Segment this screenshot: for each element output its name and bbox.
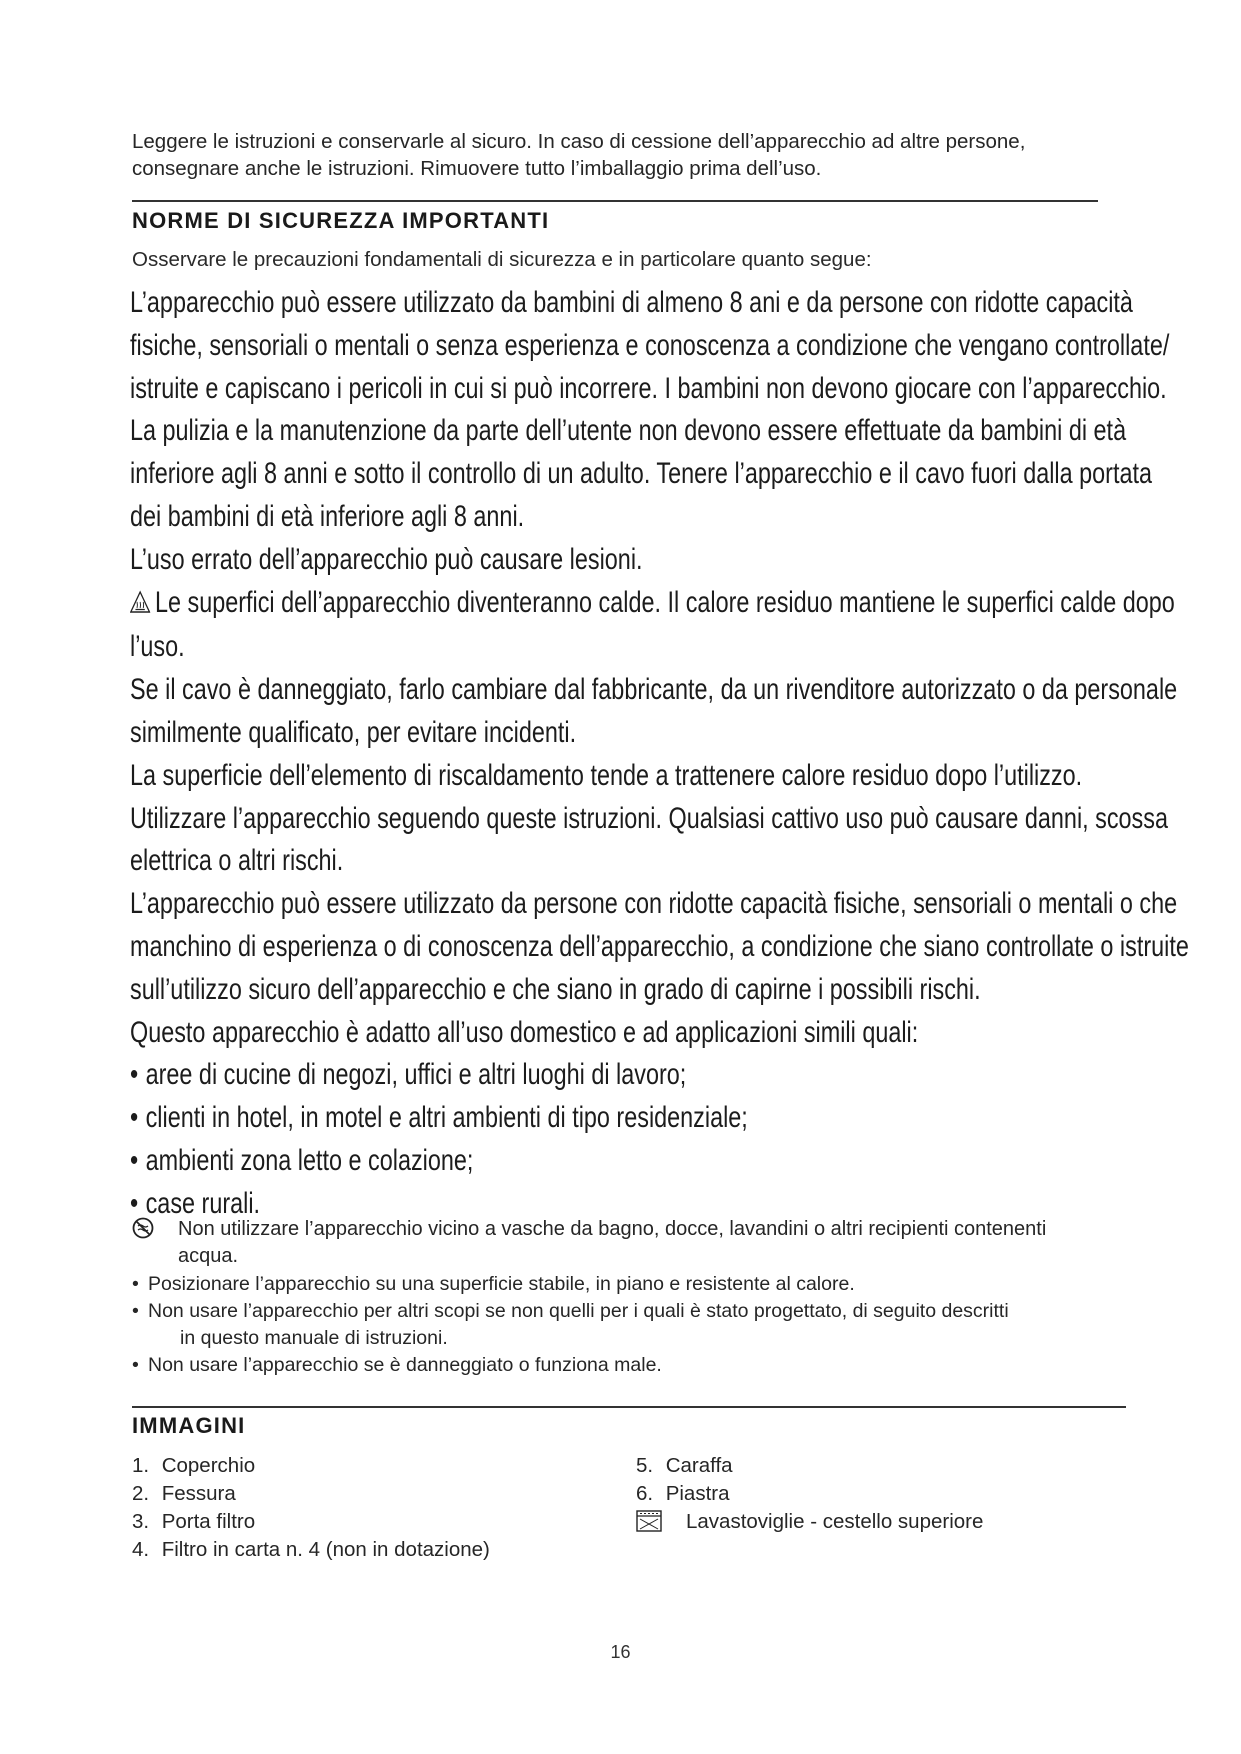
- list-item: 3. Porta filtro: [132, 1510, 256, 1533]
- safety-section-title: NORME DI SICUREZZA IMPORTANTI: [132, 208, 550, 233]
- safety-line: La superficie dell’elemento di riscaldamento tende a trattenere calore residuo dopo l’utilizzo.: [130, 758, 1083, 792]
- section-divider: [132, 200, 1098, 202]
- list-item: 6. Piastra: [636, 1482, 730, 1505]
- safety-conditions: [130, 282, 1189, 1226]
- hot-surface-warning-icon: [130, 584, 150, 627]
- usage-bullet: • aree di cucine di negozi, uffici e altri luoghi di lavoro;: [130, 1058, 687, 1092]
- parts-list-right: [636, 1452, 983, 1540]
- safety-line: similmente qualificato, per evitare incidenti.: [130, 715, 577, 749]
- safety-line-hot: [130, 582, 1175, 627]
- no-water-icon: [132, 1217, 154, 1247]
- safety-line: l’uso.: [130, 630, 185, 664]
- small-bullet: • Non usare l’apparecchio se è danneggiato o funziona male.: [132, 1354, 662, 1376]
- small-bullet-continuation: in questo manuale di istruzioni.: [180, 1327, 448, 1349]
- list-item: 4. Filtro in carta n. 4 (non in dotazione): [132, 1538, 490, 1561]
- list-item: 1. Coperchio: [132, 1454, 256, 1477]
- intro-line: Leggere le istruzioni e conservarle al sicuro. In caso di cessione dell’apparecchio ad altre persone,: [132, 130, 1026, 153]
- list-item: Lavastoviglie - cestello superiore: [636, 1508, 983, 1540]
- water-warning: [132, 1216, 1132, 1270]
- safety-line: elettrica o altri rischi.: [130, 844, 344, 878]
- safety-line: inferiore agli 8 anni e sotto il controllo di un adulto. Tenere l’apparecchio e il cavo fuori dalla portata: [130, 457, 1152, 491]
- safety-line: dei bambini di età inferiore agli 8 anni.: [130, 499, 525, 533]
- water-warning-text: acqua.: [178, 1245, 239, 1267]
- list-item: 2. Fessura: [132, 1482, 236, 1505]
- usage-bullet: • clienti in hotel, in motel e altri ambienti di tipo residenziale;: [130, 1101, 748, 1135]
- intro-text: [132, 128, 1112, 182]
- safety-line: Utilizzare l’apparecchio seguendo queste istruzioni. Qualsiasi cattivo uso può causare danni, scossa: [130, 801, 1168, 835]
- images-section-title: IMMAGINI: [132, 1413, 246, 1438]
- water-warning-text: Non utilizzare l’apparecchio vicino a vasche da bagno, docce, lavandini o altri recipienti contenenti: [178, 1218, 1047, 1240]
- list-item: 5. Caraffa: [636, 1454, 733, 1477]
- parts-list-left: [132, 1452, 490, 1564]
- safety-line-text: Le superfici dell’apparecchio diventeranno calde. Il calore residuo mantiene le superfici calde dopo: [154, 585, 1175, 619]
- safety-lead: Osservare le precauzioni fondamentali di sicurezza e in particolare quanto segue:: [132, 248, 872, 271]
- usage-bullet: • ambienti zona letto e colazione;: [130, 1143, 474, 1177]
- small-bullet: • Non usare l’apparecchio per altri scopi se non quelli per i quali è stato progettato, di seguito descritti: [132, 1300, 1009, 1322]
- small-bullets: [132, 1271, 1132, 1379]
- safety-line: L’uso errato dell’apparecchio può causare lesioni.: [130, 542, 643, 576]
- safety-line: istruite e capiscano i pericoli in cui si può incorrere. I bambini non devono giocare con l’apparecchio.: [130, 371, 1167, 405]
- safety-line: La pulizia e la manutenzione da parte dell’utente non devono essere effettuate da bambini di età: [130, 414, 1127, 448]
- usage-bullet: • case rurali.: [130, 1186, 261, 1220]
- dishwasher-icon: [636, 1510, 686, 1540]
- safety-line: manchino di esperienza o di conoscenza dell’apparecchio, a condizione che siano controllate o istruite: [130, 929, 1189, 963]
- safety-line: sull’utilizzo sicuro dell’apparecchio e che siano in grado di capirne i possibili rischi.: [130, 972, 981, 1006]
- safety-line: fisiche, sensoriali o mentali o senza esperienza e conoscenza a condizione che vengano controllate/: [130, 328, 1170, 362]
- page-number: 16: [610, 1642, 631, 1662]
- safety-line: L’apparecchio può essere utilizzato da persone con ridotte capacità fisiche, sensoriali o mentali o che: [130, 887, 1178, 921]
- safety-line: Questo apparecchio è adatto all’uso domestico e ad applicazioni simili quali:: [130, 1015, 919, 1049]
- small-bullet: • Posizionare l’apparecchio su una superficie stabile, in piano e resistente al calore.: [132, 1273, 855, 1295]
- section-divider: [132, 1406, 1126, 1408]
- intro-line: consegnare anche le istruzioni. Rimuovere tutto l’imballaggio prima dell’uso.: [132, 157, 822, 180]
- safety-line: L’apparecchio può essere utilizzato da bambini di almeno 8 ani e da persone con ridotte capacità: [130, 286, 1133, 319]
- safety-line: Se il cavo è danneggiato, farlo cambiare dal fabbricante, da un rivenditore autorizzato o da personale: [130, 673, 1178, 707]
